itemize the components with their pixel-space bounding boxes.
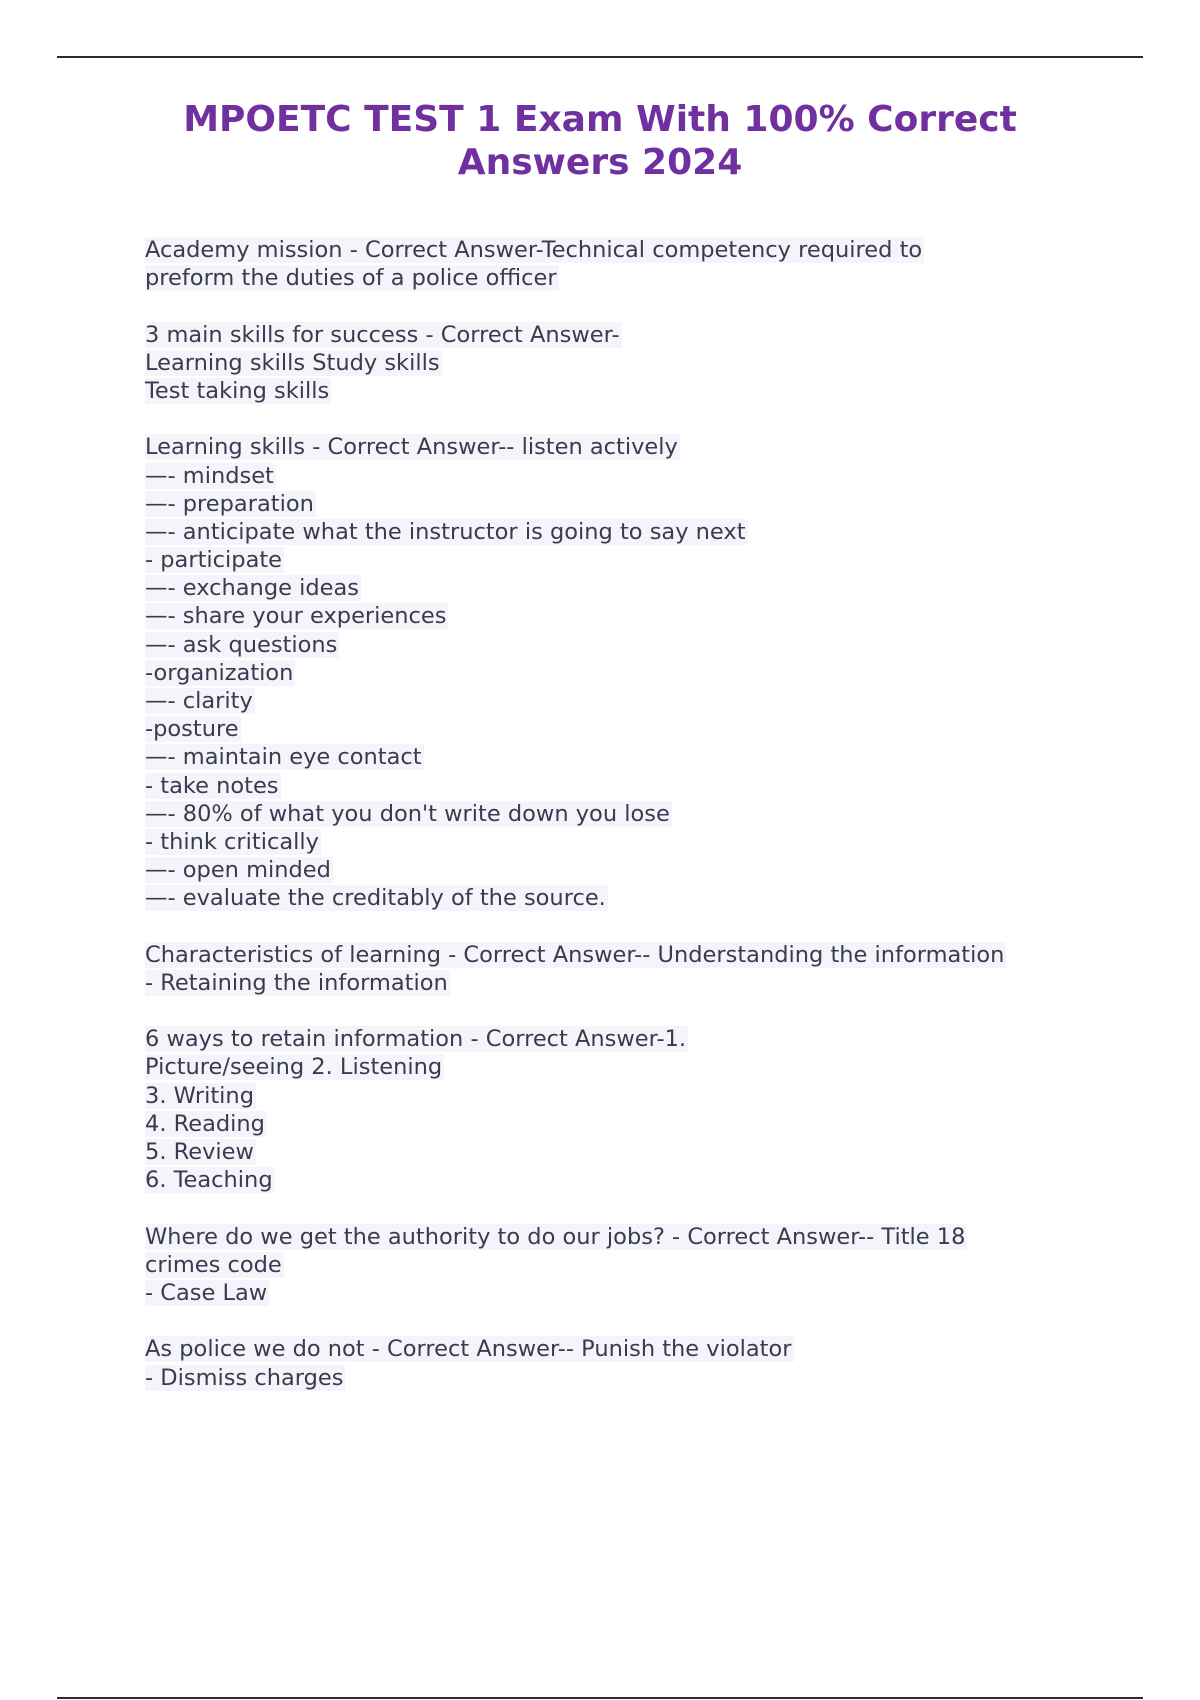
qa-line: [145, 1335, 1085, 1363]
qa-line: [145, 884, 1085, 912]
qa-line-text: —- anticipate what the instructor is going to say next: [145, 518, 746, 545]
qa-line: [145, 743, 1085, 771]
qa-line: [145, 433, 1085, 461]
qa-line-text: - Case Law: [145, 1279, 268, 1306]
title-line-2: Answers 2024: [457, 142, 743, 183]
qa-line: [145, 828, 1085, 856]
qa-line-text: 5. Review: [145, 1139, 254, 1165]
qa-line-text: Picture/seeing 2. Listening: [145, 1054, 443, 1081]
qa-list: [145, 236, 1085, 1420]
qa-line-text: —- ask questions: [145, 631, 338, 658]
qa-line: [145, 715, 1085, 743]
qa-line-text: 3. Writing: [145, 1082, 254, 1109]
qa-line-text: 4. Reading: [145, 1110, 265, 1137]
document-title: [100, 98, 1100, 184]
qa-line-text: - Retaining the information: [145, 969, 448, 996]
qa-line-text: —- open minded: [145, 857, 331, 884]
qa-line-text: - think critically: [145, 828, 319, 855]
qa-entry: [145, 236, 1085, 292]
qa-line: [145, 1110, 1085, 1138]
qa-line: [145, 518, 1085, 546]
qa-line-text: crimes code: [145, 1251, 282, 1278]
qa-line-text: —- exchange ideas: [145, 575, 359, 602]
qa-line-text: —- preparation: [145, 490, 314, 517]
qa-line: [145, 377, 1085, 405]
qa-line: [145, 349, 1085, 377]
qa-line: [145, 856, 1085, 884]
bottom-divider: [57, 1697, 1143, 1699]
qa-line: [145, 1364, 1085, 1392]
qa-entry: [145, 1335, 1085, 1391]
qa-line: [145, 264, 1085, 292]
qa-line: [145, 236, 1085, 264]
qa-line: [145, 687, 1085, 715]
qa-line-text: - take notes: [145, 772, 279, 799]
qa-line-text: —- share your experiences: [145, 603, 447, 630]
qa-line-text: —- clarity: [145, 688, 253, 714]
qa-line-text: —- 80% of what you don't write down you lose: [145, 800, 670, 827]
qa-line-text: As police we do not - Correct Answer-- Punish the violator: [145, 1336, 792, 1363]
qa-line-text: —- maintain eye contact: [145, 744, 422, 771]
qa-line-text: - Dismiss charges: [145, 1364, 344, 1391]
qa-line-text: -posture: [145, 716, 239, 743]
qa-line: [145, 772, 1085, 800]
qa-line: [145, 546, 1085, 574]
qa-line: [145, 1223, 1085, 1251]
qa-entry: [145, 941, 1085, 997]
qa-line: [145, 631, 1085, 659]
qa-line: [145, 574, 1085, 602]
qa-line: [145, 462, 1085, 490]
qa-entry: [145, 433, 1085, 912]
qa-line: [145, 1025, 1085, 1053]
qa-line: [145, 659, 1085, 687]
qa-line: [145, 490, 1085, 518]
qa-line-text: Learning skills - Correct Answer-- listen actively: [145, 434, 678, 461]
qa-entry: [145, 321, 1085, 406]
qa-line-text: Characteristics of learning - Correct Answer-- Understanding the information: [145, 941, 1005, 968]
qa-line: [145, 321, 1085, 349]
qa-line: [145, 1082, 1085, 1110]
qa-line: [145, 602, 1085, 630]
qa-line: [145, 1279, 1085, 1307]
qa-line: [145, 800, 1085, 828]
qa-line-text: Academy mission - Correct Answer-Technical competency required to: [145, 237, 923, 263]
qa-entry: [145, 1025, 1085, 1194]
title-line-1: MPOETC TEST 1 Exam With 100% Correct: [183, 99, 1017, 140]
qa-line: [145, 969, 1085, 997]
qa-line: [145, 1251, 1085, 1279]
qa-line-text: Where do we get the authority to do our jobs? - Correct Answer-- Title 18: [145, 1223, 966, 1250]
qa-line-text: —- mindset: [145, 462, 274, 489]
qa-line-text: 6. Teaching: [145, 1167, 273, 1194]
qa-line: [145, 1166, 1085, 1194]
qa-line-text: Learning skills Study skills: [145, 349, 440, 376]
qa-line: [145, 941, 1085, 969]
top-divider: [57, 56, 1143, 58]
qa-line-text: preform the duties of a police officer: [145, 265, 557, 292]
qa-line-text: 3 main skills for success - Correct Answer-: [145, 321, 620, 348]
qa-line-text: Test taking skills: [145, 377, 330, 404]
qa-line-text: 6 ways to retain information - Correct Answer-1.: [145, 1026, 687, 1053]
qa-entry: [145, 1223, 1085, 1308]
qa-line-text: - participate: [145, 547, 283, 574]
qa-line-text: —- evaluate the creditably of the source.: [145, 885, 606, 912]
qa-line: [145, 1053, 1085, 1081]
qa-line: [145, 1138, 1085, 1166]
qa-line-text: -organization: [145, 659, 294, 686]
